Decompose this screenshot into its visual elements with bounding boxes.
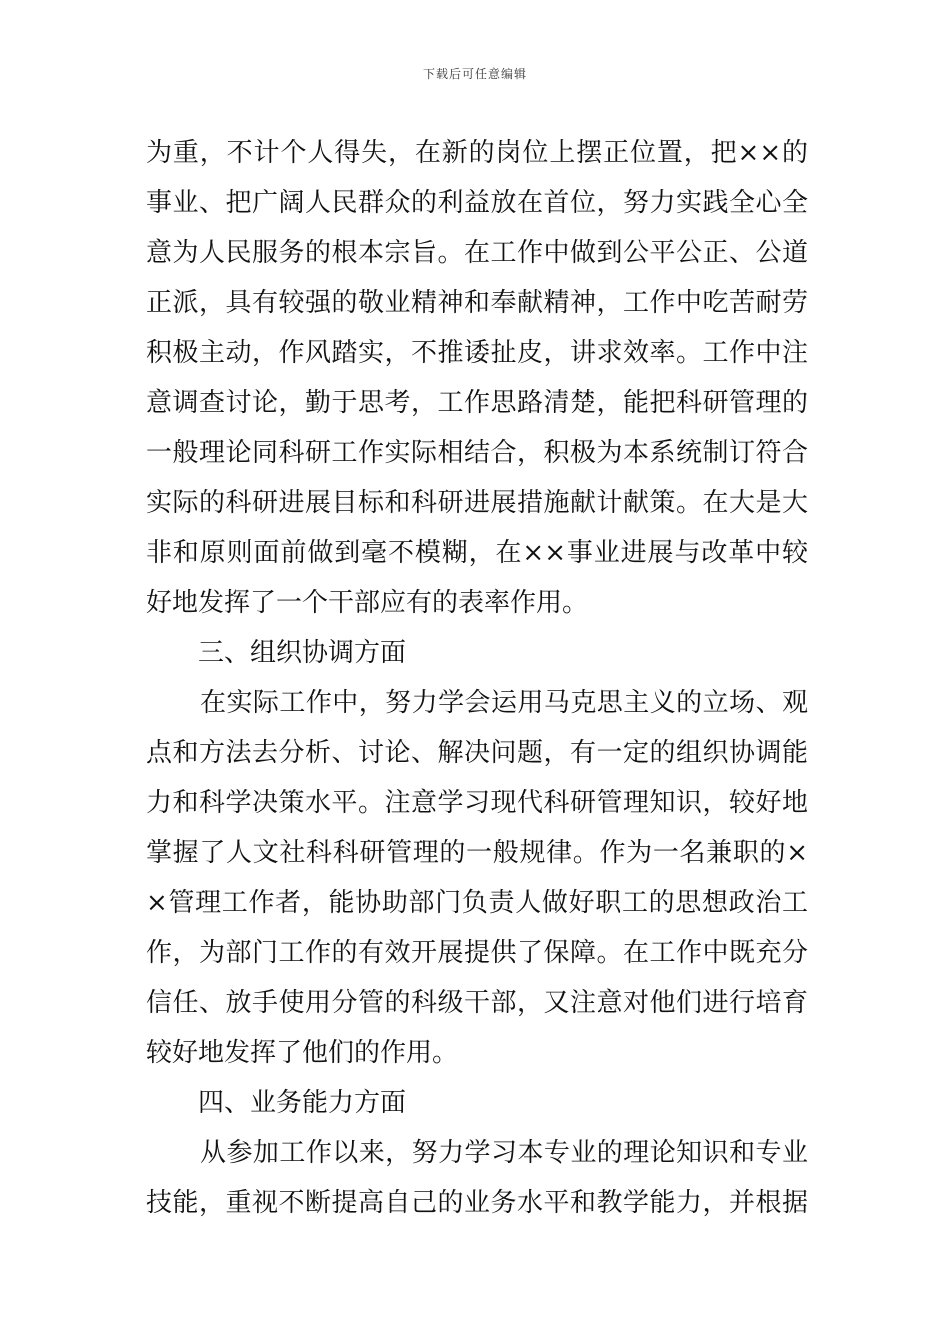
text-line: 意调查讨论，勤于思考，工作思路清楚，能把科研管理的 (146, 388, 808, 418)
page-header: 下载后可任意编辑 (422, 67, 527, 81)
text-line: 非和原则面前做到毫不模糊，在××事业进展与改革中较 (146, 538, 808, 568)
body-text (146, 128, 808, 1228)
text-line: 点和方法去分析、讨论、解决问题，有一定的组织协调能 (146, 738, 808, 768)
text-line: 正派，具有较强的敬业精神和奉献精神，工作中吃苦耐劳 (146, 288, 808, 318)
text-line: 作，为部门工作的有效开展提供了保障。在工作中既充分 (146, 938, 808, 968)
text-line: 一般理论同科研工作实际相结合，积极为本系统制订符合 (146, 438, 808, 468)
text-line: 较好地发挥了他们的作用。 (146, 1038, 459, 1068)
text-line: 力和科学决策水平。注意学习现代科研管理知识，较好地 (146, 788, 808, 818)
section-heading: 三、组织协调方面 (198, 638, 407, 668)
text-line: 技能，重视不断提高自己的业务水平和教学能力，并根据 (146, 1188, 808, 1218)
text-line: 信任、放手使用分管的科级干部，又注意对他们进行培育 (146, 988, 808, 1018)
text-line: 实际的科研进展目标和科研进展措施献计献策。在大是大 (146, 488, 808, 518)
paragraph-first-line: 从参加工作以来，努力学习本专业的理论知识和专业 (200, 1138, 808, 1168)
text-line: 掌握了人文社科科研管理的一般规律。作为一名兼职的× (146, 838, 808, 868)
section-heading: 四、业务能力方面 (198, 1088, 407, 1118)
text-line: 好地发挥了一个干部应有的表率作用。 (146, 588, 589, 618)
text-line: 为重，不计个人得失，在新的岗位上摆正位置，把××的 (146, 138, 808, 168)
text-line: ×管理工作者，能协助部门负责人做好职工的思想政治工 (146, 888, 808, 918)
text-line: 积极主动，作风踏实，不推诿扯皮，讲求效率。工作中注 (146, 338, 808, 368)
text-line: 意为人民服务的根本宗旨。在工作中做到公平公正、公道 (146, 238, 808, 268)
text-line: 事业、把广阔人民群众的利益放在首位，努力实践全心全 (146, 188, 808, 218)
paragraph-first-line: 在实际工作中，努力学会运用马克思主义的立场、观 (200, 688, 808, 718)
